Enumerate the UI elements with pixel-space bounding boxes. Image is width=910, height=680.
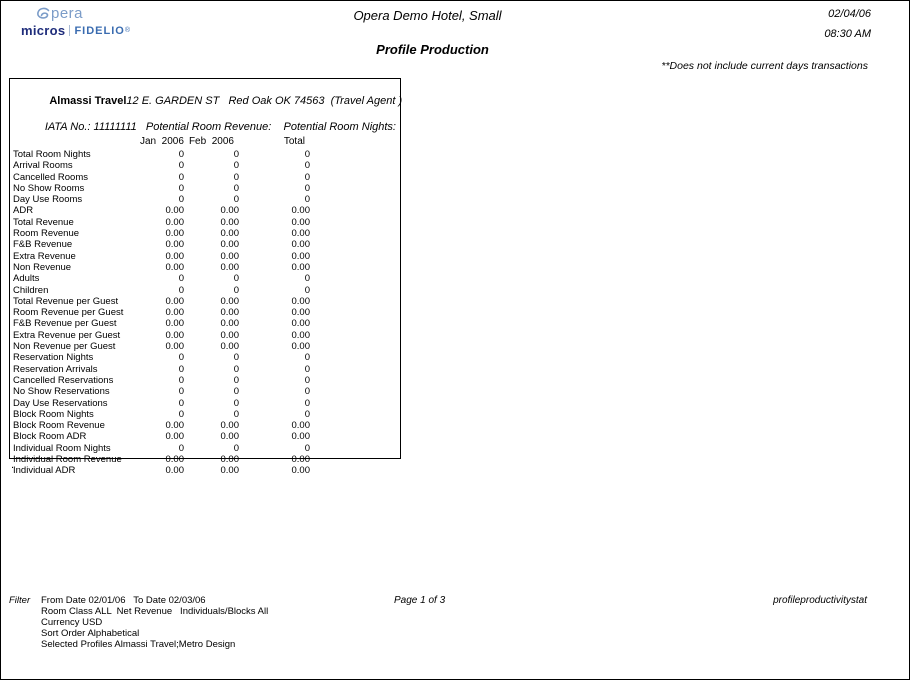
row-value: 0.00 bbox=[291, 318, 310, 330]
row-value: 0.00 bbox=[165, 250, 184, 262]
row-label: Day Use Reservations bbox=[13, 397, 108, 409]
row-value: 0 bbox=[304, 408, 310, 420]
row-label: Reservation Arrivals bbox=[13, 363, 98, 375]
row-value: 0 bbox=[178, 149, 184, 160]
filter-line: From Date 02/01/06 To Date 02/03/06 bbox=[41, 595, 206, 606]
table-row bbox=[10, 465, 400, 476]
row-value: 0 bbox=[233, 182, 239, 194]
table-row bbox=[10, 341, 400, 352]
report-file-name: profileproductivitystat bbox=[773, 595, 867, 606]
row-value: 0.00 bbox=[220, 318, 239, 330]
row-value: 0 bbox=[233, 408, 239, 420]
row-label: Block Room Nights bbox=[13, 408, 94, 420]
table-row bbox=[10, 352, 400, 363]
row-value: 0.00 bbox=[220, 239, 239, 251]
table-rows bbox=[10, 149, 400, 477]
row-value: 0 bbox=[304, 386, 310, 398]
row-label: Total Revenue bbox=[13, 216, 74, 228]
row-label: F&B Revenue per Guest bbox=[13, 318, 117, 330]
row-value: 0.00 bbox=[291, 341, 310, 353]
row-value: 0 bbox=[233, 397, 239, 409]
row-value: 0 bbox=[233, 363, 239, 375]
row-label: ADR bbox=[13, 205, 34, 217]
row-label: Cancelled Rooms bbox=[13, 171, 88, 183]
profile-iata-line: IATA No.: 11111111 Potential Room Revenue: Potential Room Nights: bbox=[44, 121, 396, 133]
table-row bbox=[10, 296, 400, 307]
profile-production-table bbox=[9, 78, 403, 477]
stray-period: . bbox=[11, 459, 15, 471]
row-value: 0.00 bbox=[220, 420, 239, 432]
row-value: 0 bbox=[178, 442, 184, 454]
row-value: 0 bbox=[178, 194, 184, 206]
row-value: 0.00 bbox=[220, 307, 239, 319]
row-value: 0 bbox=[233, 284, 239, 296]
table-row bbox=[10, 386, 400, 397]
row-value: 0.00 bbox=[291, 329, 310, 341]
column-header-feb: Feb 2006 bbox=[188, 136, 234, 147]
row-value: 0.00 bbox=[220, 250, 239, 262]
row-label: No Show Reservations bbox=[13, 386, 110, 398]
row-value: 0 bbox=[233, 149, 239, 160]
column-header-jan: Jan 2006 bbox=[140, 136, 184, 147]
filter-lines bbox=[41, 595, 268, 650]
table-row bbox=[10, 431, 400, 442]
table-row bbox=[10, 160, 400, 171]
row-value: 0.00 bbox=[220, 228, 239, 240]
row-label: Individual Room Nights bbox=[13, 442, 111, 454]
row-label: Total Revenue per Guest bbox=[13, 295, 119, 307]
row-value: 0.00 bbox=[220, 465, 239, 477]
row-label: Block Room ADR bbox=[13, 431, 87, 443]
row-label: Reservation Nights bbox=[13, 352, 94, 364]
row-label: Extra Revenue bbox=[13, 250, 76, 262]
row-value: 0.00 bbox=[220, 261, 239, 273]
row-value: 0 bbox=[178, 408, 184, 420]
row-value: 0.00 bbox=[165, 307, 184, 319]
registered-mark: ® bbox=[124, 27, 130, 34]
row-value: 0.00 bbox=[220, 216, 239, 228]
row-value: 0.00 bbox=[291, 205, 310, 217]
row-label: Cancelled Reservations bbox=[13, 374, 114, 386]
row-value: 0.00 bbox=[291, 239, 310, 251]
filter-line: Sort Order Alphabetical bbox=[41, 628, 140, 639]
row-value: 0.00 bbox=[291, 216, 310, 228]
table-row bbox=[10, 307, 400, 318]
profile-address: 12 E. GARDEN ST Red Oak OK 74563 (Travel Agent ) bbox=[126, 95, 403, 107]
row-label: Individual Room Revenue bbox=[13, 454, 122, 466]
row-value: 0 bbox=[304, 194, 310, 206]
column-header-total: Total bbox=[283, 136, 305, 147]
row-label: Block Room Revenue bbox=[13, 420, 105, 432]
row-label: Total Room Nights bbox=[13, 149, 91, 160]
table-row bbox=[10, 228, 400, 239]
table-row bbox=[10, 194, 400, 205]
filter-line: Currency USD bbox=[41, 617, 103, 628]
report-title: Profile Production bbox=[376, 42, 489, 57]
row-value: 0 bbox=[233, 386, 239, 398]
row-value: 0.00 bbox=[291, 307, 310, 319]
row-value: 0.00 bbox=[165, 261, 184, 273]
table-row bbox=[10, 285, 400, 296]
table-row bbox=[10, 398, 400, 409]
filter-line: Selected Profiles Almassi Travel;Metro Design bbox=[41, 639, 236, 650]
report-time: 08:30 AM bbox=[824, 28, 871, 40]
row-label: Non Revenue per Guest bbox=[13, 341, 116, 353]
table-row bbox=[10, 375, 400, 386]
row-value: 0.00 bbox=[220, 454, 239, 466]
table-row bbox=[10, 262, 400, 273]
row-value: 0 bbox=[178, 363, 184, 375]
table-row bbox=[10, 217, 400, 228]
row-label: F&B Revenue bbox=[13, 239, 73, 251]
logo-divider bbox=[69, 25, 70, 36]
row-value: 0 bbox=[233, 273, 239, 285]
table-row bbox=[10, 364, 400, 375]
row-value: 0.00 bbox=[220, 295, 239, 307]
profile-name: Almassi Travel bbox=[49, 95, 127, 107]
table-row bbox=[10, 273, 400, 284]
row-value: 0.00 bbox=[291, 228, 310, 240]
row-value: 0 bbox=[178, 352, 184, 364]
table-row bbox=[10, 205, 400, 216]
table-row bbox=[10, 183, 400, 194]
row-value: 0.00 bbox=[165, 239, 184, 251]
row-label: Arrival Rooms bbox=[13, 160, 73, 172]
row-value: 0 bbox=[178, 171, 184, 183]
table-row bbox=[10, 172, 400, 183]
row-label: Children bbox=[13, 284, 49, 296]
row-value: 0 bbox=[304, 171, 310, 183]
row-value: 0.00 bbox=[165, 431, 184, 443]
table-row bbox=[10, 443, 400, 454]
row-value: 0.00 bbox=[291, 295, 310, 307]
row-value: 0.00 bbox=[291, 420, 310, 432]
row-value: 0 bbox=[304, 284, 310, 296]
row-value: 0 bbox=[304, 149, 310, 160]
row-value: 0.00 bbox=[291, 261, 310, 273]
row-value: 0.00 bbox=[291, 431, 310, 443]
profile-header-line bbox=[10, 79, 403, 119]
row-value: 0.00 bbox=[291, 454, 310, 466]
row-value: 0 bbox=[304, 273, 310, 285]
table-row bbox=[10, 251, 400, 262]
row-value: 0 bbox=[304, 363, 310, 375]
micros-fidelio-row bbox=[21, 23, 151, 38]
row-label: Room Revenue per Guest bbox=[13, 307, 124, 319]
fidelio-logo-text: FIDELIO bbox=[74, 24, 125, 37]
row-value: 0.00 bbox=[165, 454, 184, 466]
hotel-name: Opera Demo Hotel, Small bbox=[353, 8, 502, 23]
row-value: 0.00 bbox=[165, 228, 184, 240]
row-value: 0.00 bbox=[220, 431, 239, 443]
row-value: 0 bbox=[233, 194, 239, 206]
row-label: Adults bbox=[13, 273, 40, 285]
row-label: Extra Revenue per Guest bbox=[13, 329, 121, 341]
row-value: 0 bbox=[304, 352, 310, 364]
row-value: 0.00 bbox=[220, 341, 239, 353]
row-value: 0 bbox=[178, 273, 184, 285]
row-value: 0 bbox=[304, 160, 310, 172]
row-value: 0.00 bbox=[165, 318, 184, 330]
row-value: 0 bbox=[178, 397, 184, 409]
row-label: Day Use Rooms bbox=[13, 194, 83, 206]
row-label: Individual ADR bbox=[13, 465, 76, 477]
row-value: 0 bbox=[233, 374, 239, 386]
row-value: 0.00 bbox=[165, 205, 184, 217]
row-value: 0 bbox=[233, 160, 239, 172]
table-column-headers bbox=[10, 133, 400, 147]
table-row bbox=[10, 330, 400, 341]
row-value: 0 bbox=[233, 171, 239, 183]
row-value: 0 bbox=[178, 182, 184, 194]
row-value: 0 bbox=[178, 160, 184, 172]
row-value: 0 bbox=[178, 284, 184, 296]
micros-logo-text: micros bbox=[21, 23, 66, 38]
table-row bbox=[10, 318, 400, 329]
page-number: Page 1 of 3 bbox=[394, 595, 446, 606]
row-label: Non Revenue bbox=[13, 261, 72, 273]
table-row bbox=[10, 420, 400, 431]
row-value: 0 bbox=[178, 386, 184, 398]
table-row bbox=[10, 239, 400, 250]
row-value: 0.00 bbox=[165, 341, 184, 353]
filter-label: Filter bbox=[9, 595, 31, 606]
transactions-note: **Does not include current days transactions bbox=[661, 60, 868, 72]
report-date: 02/04/06 bbox=[828, 8, 871, 20]
table-row bbox=[10, 409, 400, 420]
row-value: 0 bbox=[233, 442, 239, 454]
table-row bbox=[10, 149, 400, 160]
row-label: Room Revenue bbox=[13, 228, 80, 240]
row-value: 0.00 bbox=[165, 465, 184, 477]
row-value: 0 bbox=[304, 397, 310, 409]
row-value: 0.00 bbox=[165, 295, 184, 307]
row-value: 0 bbox=[304, 182, 310, 194]
row-value: 0.00 bbox=[220, 329, 239, 341]
row-value: 0.00 bbox=[165, 420, 184, 432]
row-value: 0 bbox=[178, 374, 184, 386]
row-value: 0.00 bbox=[220, 205, 239, 217]
filter-line: Room Class ALL Net Revenue Individuals/Blocks All bbox=[41, 606, 269, 617]
row-value: 0 bbox=[304, 374, 310, 386]
row-value: 0.00 bbox=[165, 216, 184, 228]
opera-logo-text: pera bbox=[51, 5, 84, 22]
row-value: 0.00 bbox=[165, 329, 184, 341]
row-value: 0.00 bbox=[291, 465, 310, 477]
row-value: 0 bbox=[304, 442, 310, 454]
table-row bbox=[10, 454, 400, 465]
row-value: 0 bbox=[233, 352, 239, 364]
row-label: No Show Rooms bbox=[13, 182, 85, 194]
row-value: 0.00 bbox=[291, 250, 310, 262]
